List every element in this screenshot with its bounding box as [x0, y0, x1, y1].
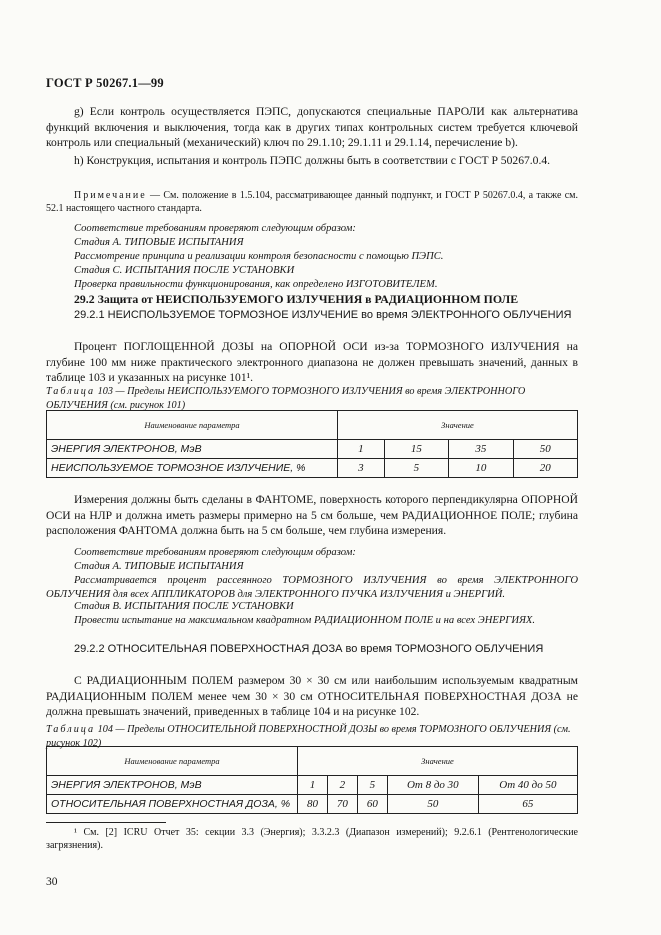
table-104 — [46, 746, 578, 814]
table-cell: ОТНОСИТЕЛЬНАЯ ПОВЕРХНОСТНАЯ ДОЗА, % — [47, 795, 298, 814]
compliance-intro: Соответствие требованиям проверяют следующим образом: — [74, 223, 356, 234]
table-row — [47, 776, 578, 795]
item-g: g) Если контроль осуществляется ПЭПС, допускаются специальные ПАРОЛИ как альтернатива функций включения и выключения, тогда как в других типах контрольных систем требуется ключевой контроль или специальный (механический) ключ по 29.1.10; 29.1.11 и 29.1.14, перечисление b). — [46, 105, 578, 149]
table-103-caption — [46, 385, 578, 413]
table-cell: 60 — [357, 795, 387, 814]
note-label: Примечание — [74, 190, 147, 201]
page-number: 30 — [46, 876, 58, 888]
table-cell: 1 — [298, 776, 328, 795]
compliance-stage-b-text: Провести испытание на максимальном квадратном РАДИАЦИОННОМ ПОЛЕ и на всех ЭНЕРГИЯХ. — [74, 615, 536, 626]
table-cell: 5 — [357, 776, 387, 795]
table-cell: От 40 до 50 — [478, 776, 577, 795]
table-row — [47, 440, 578, 459]
item-h: h) Конструкция, испытания и контроль ПЭПС должны быть в соответствии с ГОСТ Р 50267.0.4. — [74, 154, 551, 167]
compliance-stage-c-text: Проверка правильности функционирования, как определено ИЗГОТОВИТЕЛЕМ. — [74, 279, 438, 290]
table-104-header-param: Наименование параметра — [47, 747, 298, 776]
table-103-header-value: Значение — [338, 411, 578, 440]
table-cell: ЭНЕРГИЯ ЭЛЕКТРОНОВ, МэВ — [47, 776, 298, 795]
table-cell: 20 — [513, 459, 577, 478]
table-row — [47, 459, 578, 478]
table-104-caption-text: 104 — Пределы ОТНОСИТЕЛЬНОЙ ПОВЕРХНОСТНОЙ ДОЗЫ во время ТОРМОЗНОГО ОБЛУЧЕНИЯ (см. рисунок 102) — [46, 724, 571, 750]
table-cell: 2 — [327, 776, 357, 795]
table-103-label: Таблица — [46, 386, 96, 398]
note — [46, 189, 578, 215]
table-row — [47, 795, 578, 814]
document-header: ГОСТ Р 50267.1—99 — [46, 76, 164, 90]
table-cell: 15 — [384, 440, 448, 459]
table-cell: 1 — [338, 440, 385, 459]
compliance-stage-c: Стадия С. ИСПЫТАНИЯ ПОСЛЕ УСТАНОВКИ — [74, 265, 295, 276]
table-104-label: Таблица — [46, 724, 96, 736]
table-cell: От 8 до 30 — [387, 776, 478, 795]
table-cell: 70 — [327, 795, 357, 814]
table-cell: 80 — [298, 795, 328, 814]
note-text: — См. положение в 1.5.104, рассматривающее данный подпункт, и ГОСТ Р 50267.0.4, а также см. 52.1 настоящего частного стандарта. — [46, 190, 578, 214]
table-cell: 50 — [513, 440, 577, 459]
section-29-2-heading: 29.2 Защита от НЕИСПОЛЬЗУЕМОГО ИЗЛУЧЕНИЯ в РАДИАЦИОННОМ ПОЛЕ — [74, 292, 519, 306]
compliance-stage-a-2: Стадия А. ТИПОВЫЕ ИСПЫТАНИЯ — [74, 561, 244, 572]
table-103 — [46, 410, 578, 478]
document-page — [46, 0, 578, 935]
compliance-stage-a: Стадия А. ТИПОВЫЕ ИСПЫТАНИЯ — [74, 237, 244, 248]
compliance-intro-2: Соответствие требованиям проверяют следующим образом: — [74, 547, 356, 558]
paragraph-relative-dose: С РАДИАЦИОННЫМ ПОЛЕМ размером 30 × 30 см или наибольшим используемым квадратным РАДИАЦИОННЫМ ПОЛЕМ менее чем 30 × 30 см ОТНОСИТЕЛЬНАЯ ПОВЕРХНОСТНАЯ ДОЗА не должна превышать значений, приведенных в таблице 104 и на рисунке 102. — [46, 674, 578, 718]
table-cell: 5 — [384, 459, 448, 478]
table-cell: 3 — [338, 459, 385, 478]
table-cell: 10 — [449, 459, 513, 478]
footnote: ¹ См. [2] ICRU Отчет 35: секции 3.3 (Энергия); 3.3.2.3 (Диапазон измерений); 9.2.6.1 (Рентгенологические загрязнения). — [46, 827, 578, 851]
section-29-2-1-heading: 29.2.1 НЕИСПОЛЬЗУЕМОЕ ТОРМОЗНОЕ ИЗЛУЧЕНИЕ во время ЭЛЕКТРОННОГО ОБЛУЧЕНИЯ — [74, 309, 572, 321]
table-cell: 65 — [478, 795, 577, 814]
compliance-stage-b: Стадия В. ИСПЫТАНИЯ ПОСЛЕ УСТАНОВКИ — [74, 601, 294, 612]
footnote-divider — [46, 822, 166, 823]
compliance-stage-a-text: Рассмотрение принципа и реализации контроля безопасности с помощью ПЭПС. — [74, 251, 444, 262]
table-104-header-value: Значение — [298, 747, 578, 776]
compliance-stage-a-2-text: Рассматривается процент рассеянного ТОРМОЗНОГО ИЗЛУЧЕНИЯ во время ЭЛЕКТРОННОГО ОБЛУЧЕНИЯ для всех АППЛИКАТОРОВ для ЭЛЕКТРОННОГО ПУЧКА ИЗЛУЧЕНИЯ и ЭНЕРГИЙ. — [46, 575, 578, 600]
section-29-2-2-heading: 29.2.2 ОТНОСИТЕЛЬНАЯ ПОВЕРХНОСТНАЯ ДОЗА во время ТОРМОЗНОГО ОБЛУЧЕНИЯ — [74, 643, 544, 655]
paragraph-dose-percent: Процент ПОГЛОЩЕННОЙ ДОЗЫ на ОПОРНОЙ ОСИ из-за ТОРМОЗНОГО ИЗЛУЧЕНИЯ на глубине 100 мм ниже практического электронного диапазона не должен превышать значений, данных в таблице 103 и указанных на рисунке 101¹. — [46, 340, 578, 384]
table-103-caption-text: 103 — Пределы НЕИСПОЛЬЗУЕМОГО ТОРМОЗНОГО ИЗЛУЧЕНИЯ во время ЭЛЕКТРОННОГО ОБЛУЧЕНИЯ (см. рисунок 101) — [46, 386, 526, 412]
table-103-header-param: Наименование параметра — [47, 411, 338, 440]
table-cell: 35 — [449, 440, 513, 459]
table-cell: НЕИСПОЛЬЗУЕМОЕ ТОРМОЗНОЕ ИЗЛУЧЕНИЕ, % — [47, 459, 338, 478]
table-cell: 50 — [387, 795, 478, 814]
table-cell: ЭНЕРГИЯ ЭЛЕКТРОНОВ, МэВ — [47, 440, 338, 459]
paragraph-measurements: Измерения должны быть сделаны в ФАНТОМЕ, поверхность которого перпендикулярна ОПОРНОЙ ОСИ на НЛР и должна иметь размеры примерно на 5 см больше, чем РАДИАЦИОННОЕ ПОЛЕ; глубина расположения ФАНТОМА должна быть на 5 см больше, чем глубина измерения. — [46, 493, 578, 537]
